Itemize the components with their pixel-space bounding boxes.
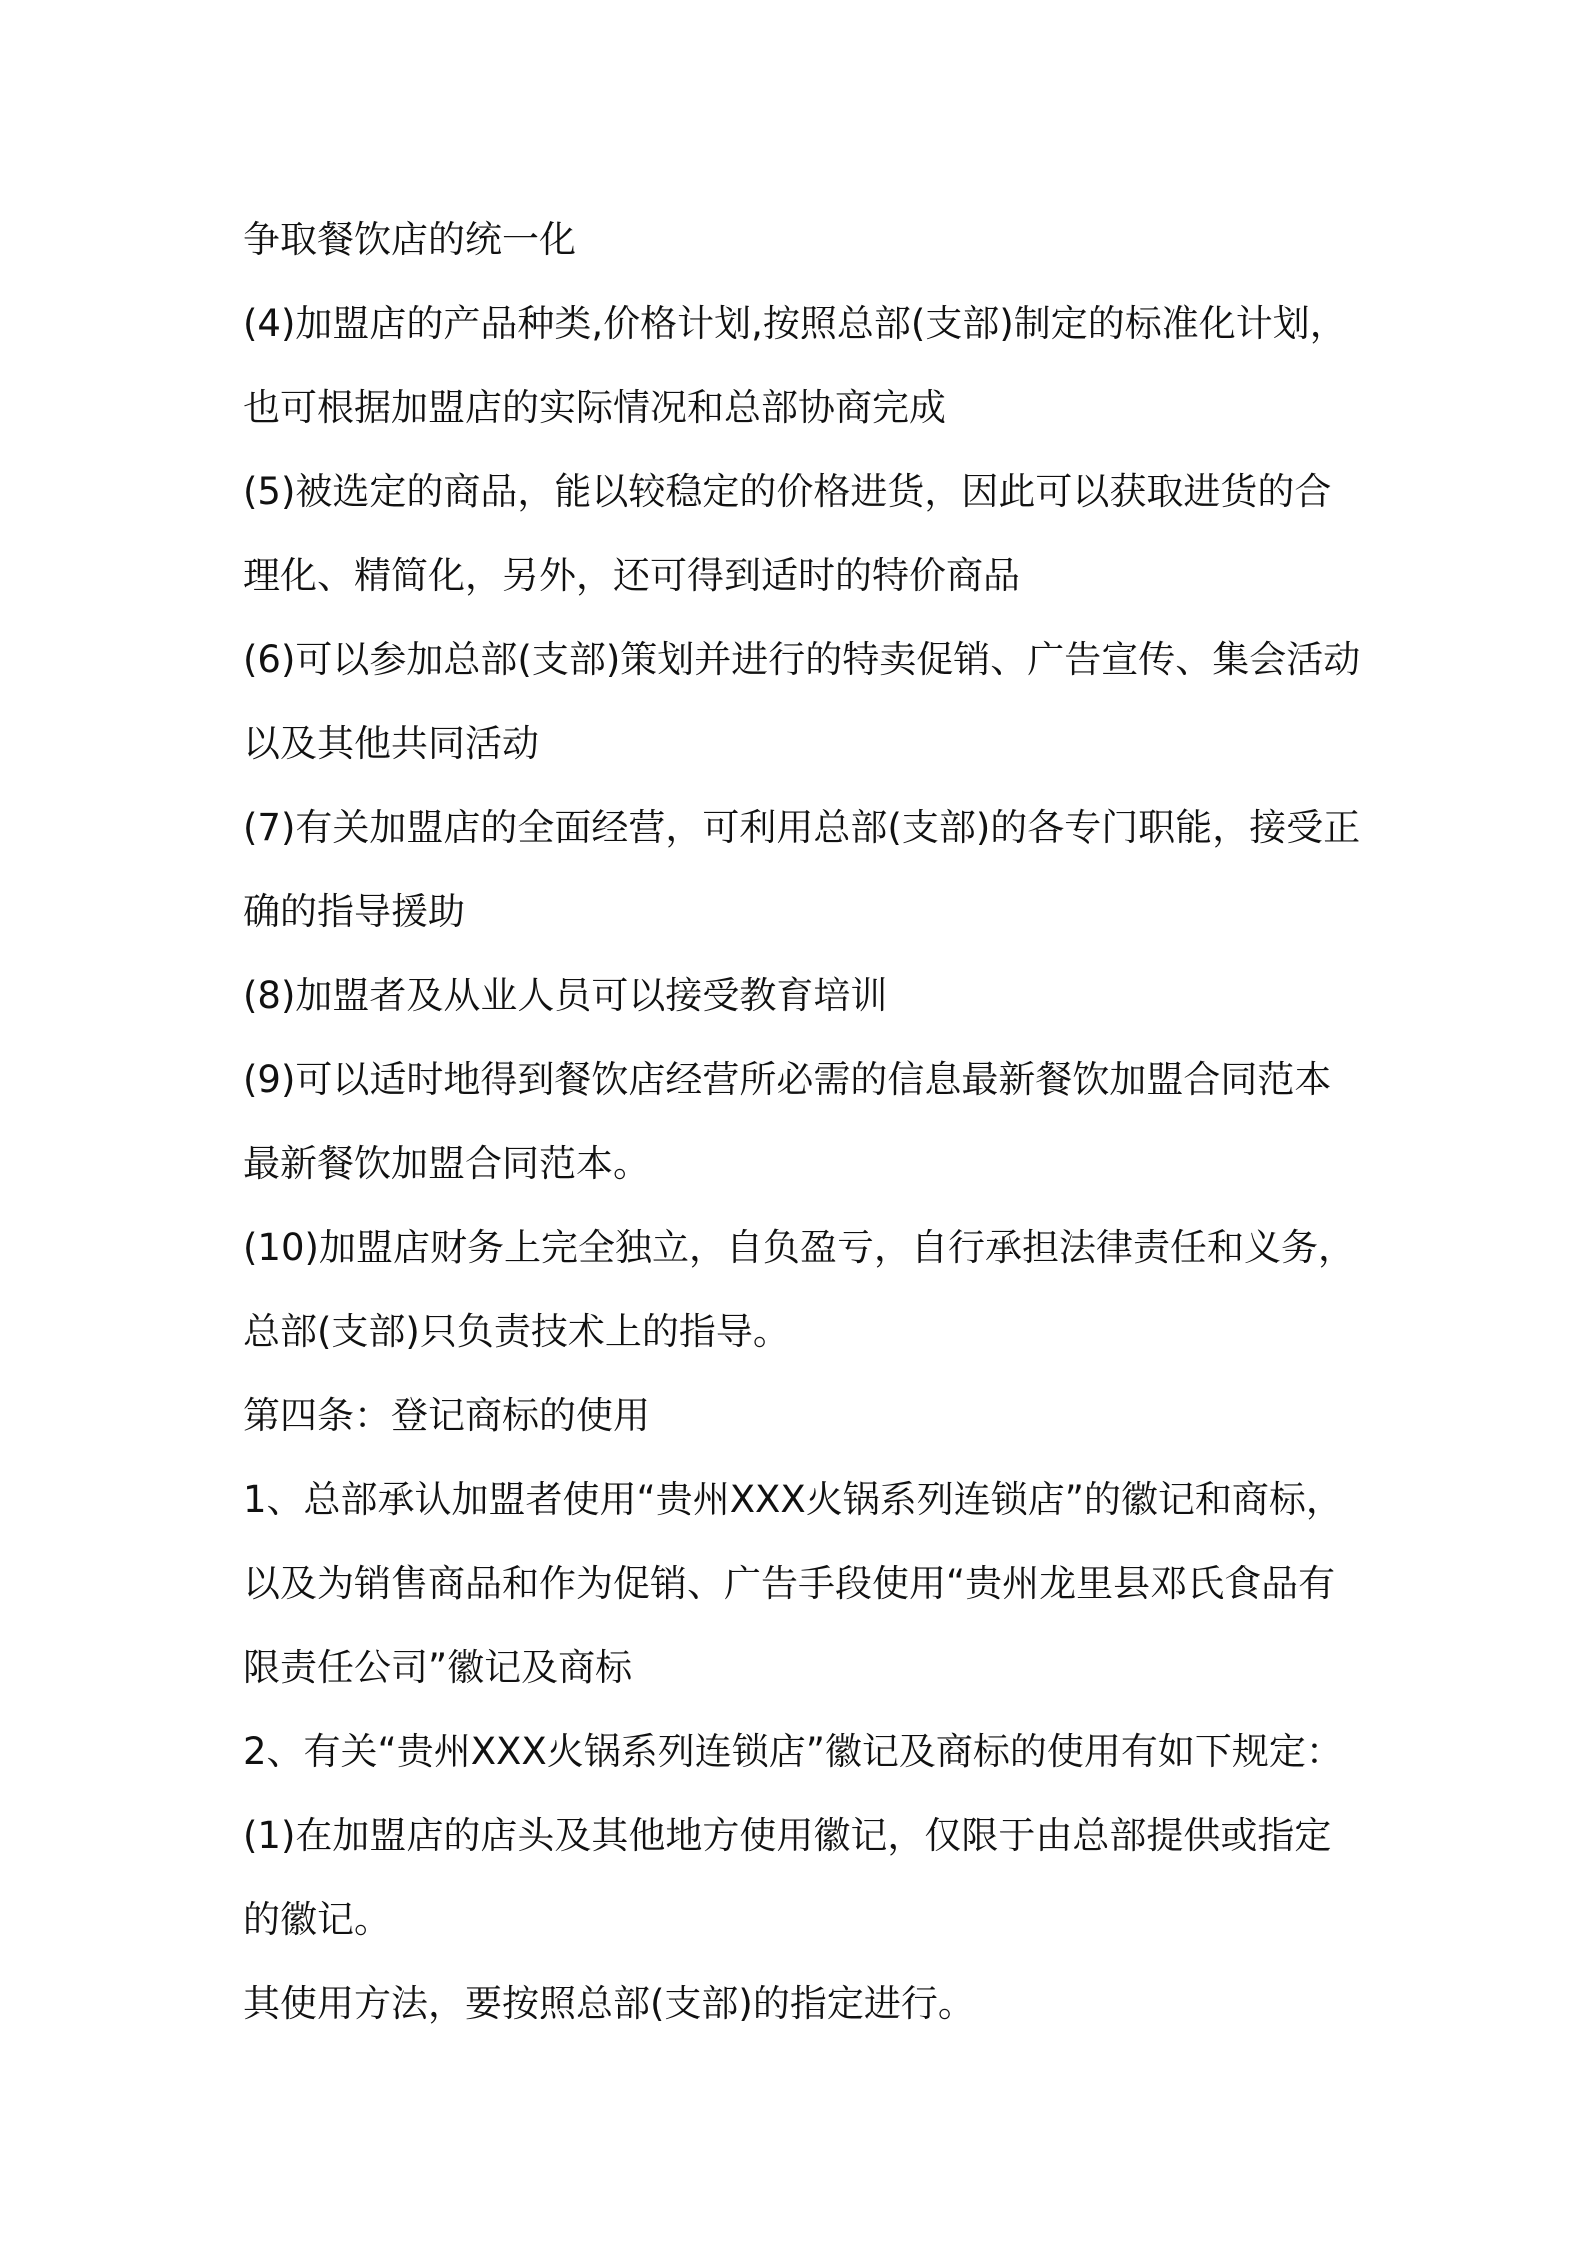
text-line: (7)有关加盟店的全面经营，可利用总部(支部)的各专门职能，接受正 <box>243 806 1361 849</box>
text-line: (9)可以适时地得到餐饮店经营所必需的信息最新餐饮加盟合同范本 <box>243 1058 1332 1101</box>
text-line: 争取餐饮店的统一化 <box>243 218 576 261</box>
text-line: (1)在加盟店的店头及其他地方使用徽记，仅限于由总部提供或指定 <box>243 1814 1332 1857</box>
text-line: 也可根据加盟店的实际情况和总部协商完成 <box>243 386 946 429</box>
text-line: (6)可以参加总部(支部)策划并进行的特卖促销、广告宣传、集会活动 <box>243 638 1361 681</box>
text-line: (10)加盟店财务上完全独立，自负盈亏，自行承担法律责任和义务， <box>243 1226 1355 1269</box>
text-line: 最新餐饮加盟合同范本。 <box>243 1142 650 1185</box>
text-line: 2、有关“贵州XXX火锅系列连锁店”徽记及商标的使用有如下规定： <box>243 1730 1343 1773</box>
text-line: 其使用方法，要按照总部(支部)的指定进行。 <box>243 1982 975 2025</box>
text-line: 以及为销售商品和作为促销、广告手段使用“贵州龙里县邓氏食品有 <box>243 1562 1336 1605</box>
text-line: 理化、精简化，另外，还可得到适时的特价商品 <box>243 554 1020 597</box>
text-line: 限责任公司”徽记及商标 <box>243 1646 633 1689</box>
text-line: (5)被选定的商品，能以较稳定的价格进货，因此可以获取进货的合 <box>243 470 1332 513</box>
section-heading: 第四条：登记商标的使用 <box>243 1394 650 1437</box>
text-line: (4)加盟店的产品种类,价格计划,按照总部(支部)制定的标准化计划， <box>243 302 1347 345</box>
text-line: 以及其他共同活动 <box>243 722 539 765</box>
text-line: 确的指导援助 <box>243 890 465 933</box>
text-line: 1、总部承认加盟者使用“贵州XXX火锅系列连锁店”的徽记和商标， <box>243 1478 1343 1521</box>
text-line: 的徽记。 <box>243 1898 391 1941</box>
text-line: 总部(支部)只负责技术上的指导。 <box>243 1310 790 1353</box>
text-line: (8)加盟者及从业人员可以接受教育培训 <box>243 974 888 1017</box>
document-body <box>243 198 1363 2046</box>
